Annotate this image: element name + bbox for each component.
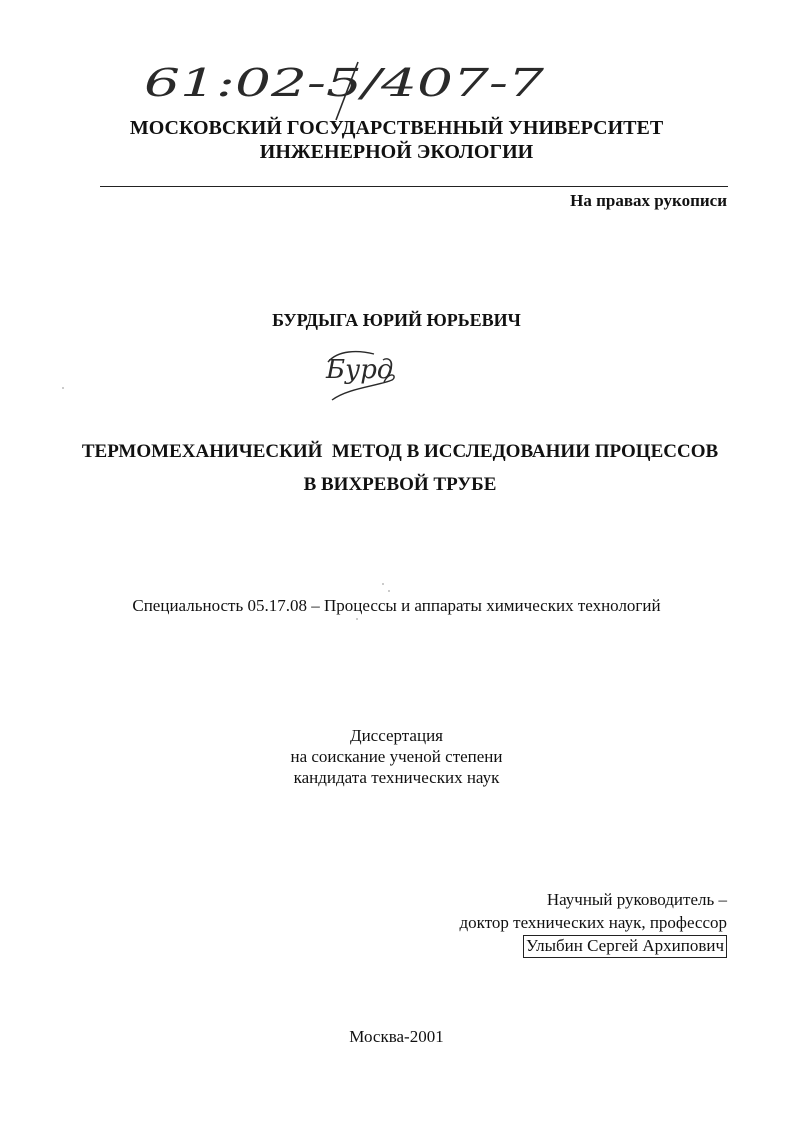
scan-speck: [388, 590, 390, 592]
dissertation-degree-block: [0, 725, 793, 788]
rights-note: На правах рукописи: [570, 191, 727, 210]
supervisor-block: [460, 888, 727, 958]
author-name: БУРДЫГА ЮРИЙ ЮРЬЕВИЧ: [272, 310, 521, 330]
handwritten-archive-code: [140, 52, 560, 122]
dissertation-line-2: на соискание ученой степени: [290, 747, 503, 766]
university-line-2: ИНЖЕНЕРНОЙ ЭКОЛОГИИ: [259, 141, 534, 163]
scan-speck: [62, 387, 64, 389]
supervisor-label: Научный руководитель –: [546, 890, 727, 909]
title-line-2: В ВИХРЕВОЙ ТРУБЕ: [303, 474, 497, 495]
title-line-1: ТЕРМОМЕХАНИЧЕСКИЙ МЕТОД В ИССЛЕДОВАНИИ ПРОЦЕССОВ: [81, 441, 719, 462]
scan-speck: [382, 583, 384, 585]
author-signature: [318, 340, 428, 410]
dissertation-line-1: Диссертация: [349, 726, 443, 745]
specialty-line: Специальность 05.17.08 – Процессы и аппараты химических технологий: [132, 596, 661, 615]
place-and-year: Москва-2001: [349, 1027, 444, 1046]
dissertation-line-3: кандидата технических наук: [293, 768, 500, 787]
supervisor-name: Улыбин Сергей Архипович: [523, 935, 727, 958]
university-line-1: МОСКОВСКИЙ ГОСУДАРСТВЕННЫЙ УНИВЕРСИТЕТ: [129, 117, 664, 139]
university-name: [0, 116, 793, 164]
signature-text: Бурд: [326, 355, 394, 385]
supervisor-degree: доктор технических наук, профессор: [459, 913, 727, 932]
handwritten-code-text: 61:02-5/407-7: [144, 61, 546, 105]
header-divider: [100, 186, 728, 187]
scan-speck: [356, 618, 358, 620]
dissertation-title: [60, 435, 740, 501]
